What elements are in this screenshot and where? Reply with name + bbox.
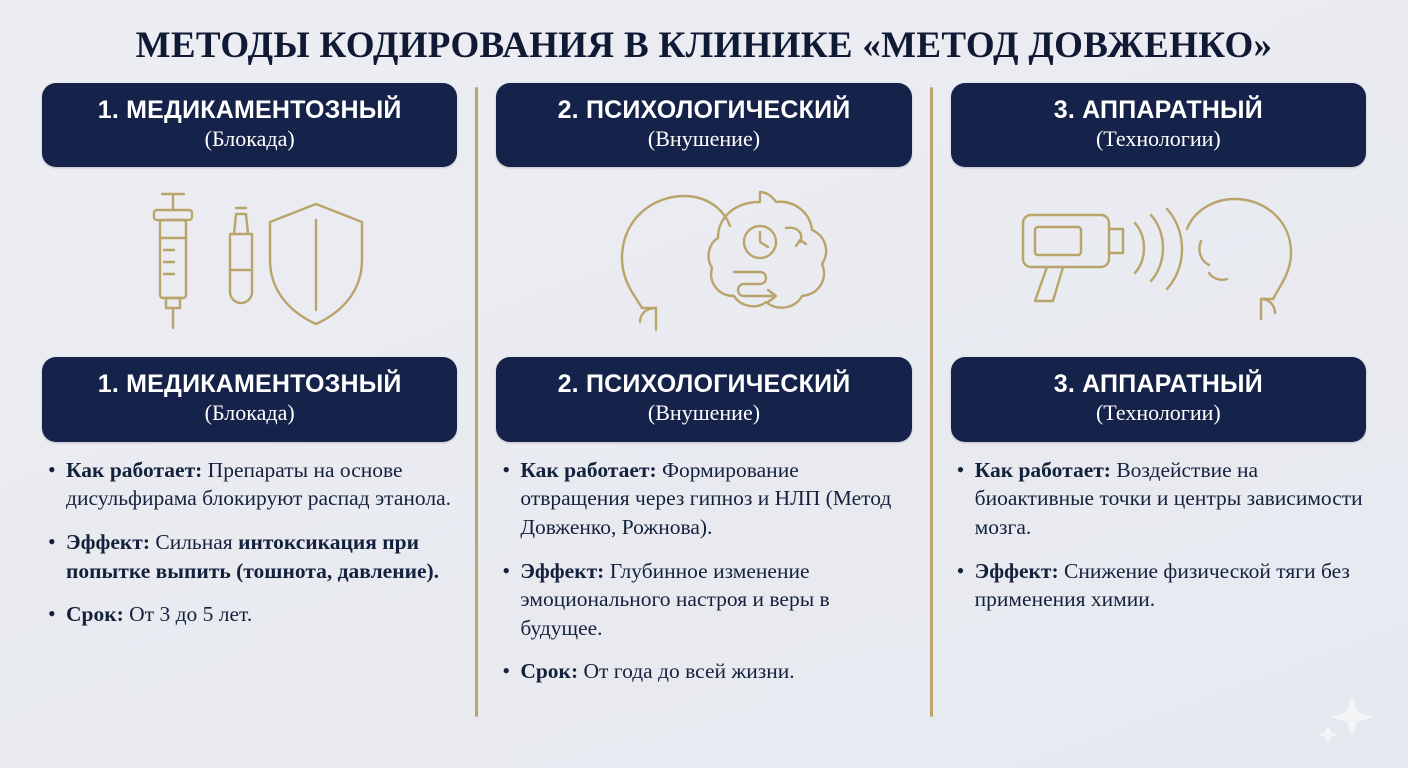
list-item [955,456,1366,542]
list-item [46,456,457,513]
list-item [46,600,457,629]
list-item [955,557,1366,614]
top-badge-title: 3. АППАРАТНЫЙ [1053,96,1263,124]
bullet-text: Глубинное изменение эмоционального настроя и веры в будущее. [520,558,830,640]
list-item [46,528,457,585]
bullet-list-medication [42,456,457,644]
device-waves-head-icon [1013,187,1303,337]
icon-area-hardware [951,167,1366,357]
bottom-badge-title: 1. МЕДИКАМЕНТОЗНЫЙ [97,370,402,399]
top-badge-psychological [496,83,911,167]
bottom-badge-subtitle: (Технологии) [1095,400,1221,426]
bullet-text: Воздействие на биоактивные точки и центры зависимости мозга. [974,457,1363,539]
bottom-badge-psychological [496,357,911,441]
column-psychological [478,83,929,743]
bottom-badge-title: 2. ПСИХОЛОГИЧЕСКИЙ [557,370,851,399]
bullet-label: Как работает: [66,457,203,482]
top-badge-title: 2. ПСИХОЛОГИЧЕСКИЙ [557,96,851,124]
bullet-label: Как работает: [520,457,657,482]
bullet-text: Препараты на основе дисульфирама блокируют распад этанола. [66,457,451,511]
columns-container [24,83,1384,743]
bullet-text: От 3 до 5 лет. [123,602,253,627]
icon-area-psychological [496,167,911,357]
top-badge-subtitle: (Внушение) [647,126,761,151]
bullet-text: Снижение физической тяги без применения химии. [974,558,1350,612]
bullet-text-strong: интоксикация при попытке выпить (тошнота, давление). [66,529,440,583]
top-badge-subtitle: (Блокада) [204,126,295,151]
top-badge-title: 1. МЕДИКАМЕНТОЗНЫЙ [97,96,402,124]
bullet-label: Срок: [520,659,579,684]
bottom-badge-title: 3. АППАРАТНЫЙ [1053,370,1263,399]
top-badge-subtitle: (Технологии) [1095,126,1221,151]
top-badge-hardware [951,83,1366,167]
top-badge-medication [42,83,457,167]
bullet-label: Эффект: [66,529,150,554]
head-brain-icon [564,180,844,345]
bullet-label: Срок: [66,602,124,627]
bottom-badge-subtitle: (Блокада) [204,400,295,426]
column-medication [24,83,475,743]
bottom-badge-hardware [951,357,1366,441]
syringe-ampoule-shield-icon [120,182,380,342]
bottom-badge-subtitle: (Внушение) [647,400,761,426]
sparkle-icon [1314,690,1374,750]
icon-area-medication [42,167,457,357]
list-item [500,557,911,643]
column-hardware [933,83,1384,743]
bottom-badge-medication [42,357,457,441]
bullet-label: Эффект: [974,558,1059,583]
bullet-label: Эффект: [520,558,605,583]
bullet-text: Сильная [149,529,239,554]
bullet-list-psychological [496,456,911,701]
page-title: МЕТОДЫ КОДИРОВАНИЯ В КЛИНИКЕ «МЕТОД ДОВЖЕНКО» [135,25,1273,66]
bullet-text: Формирование отвращения через гипноз и НЛП (Метод Довженко, Рожнова). [520,457,892,539]
list-item [500,456,911,542]
bullet-list-hardware [951,456,1366,629]
bullet-text: От года до всей жизни. [578,659,795,684]
bullet-label: Как работает: [974,457,1111,482]
list-item [500,657,911,686]
